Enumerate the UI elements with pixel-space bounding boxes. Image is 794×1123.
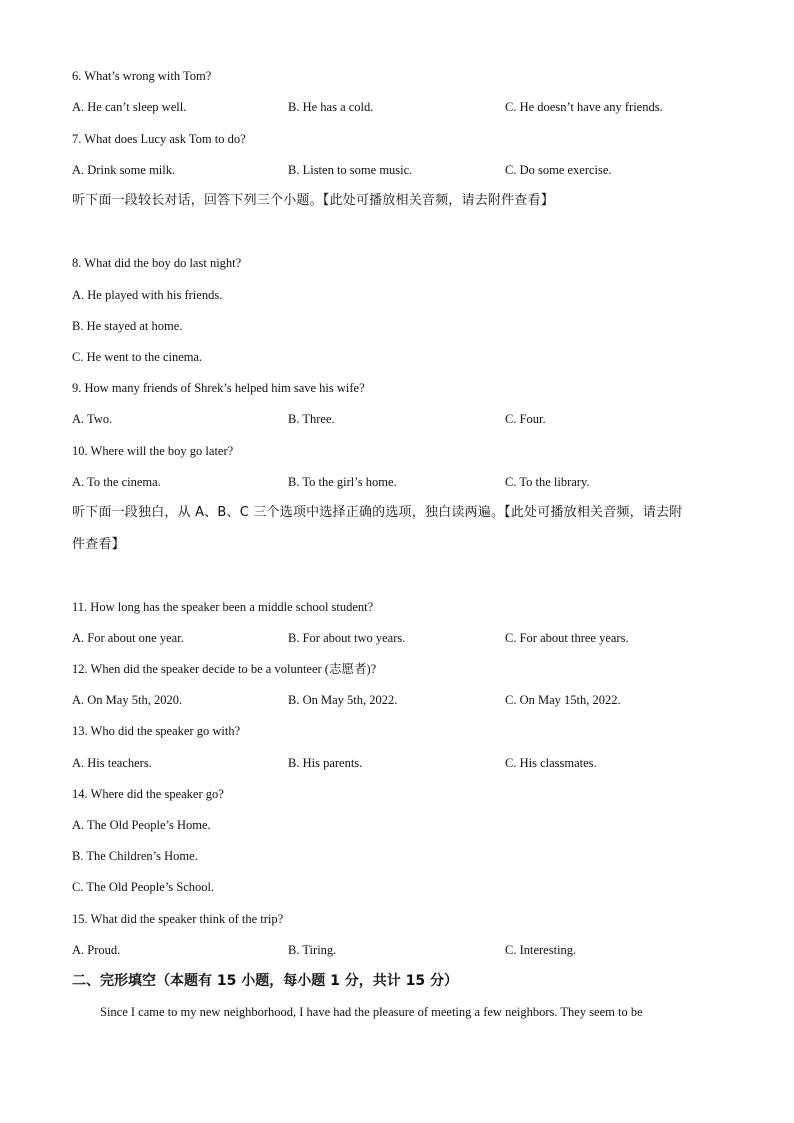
question-9: 9. How many friends of Shrek’s helped him save his wife? [72, 381, 365, 395]
option-10b: B. To the girl’s home. [288, 475, 397, 489]
option-6c: C. He doesn’t have any friends. [505, 100, 663, 114]
section-heading-cloze: 二、完形填空（本题有 15 小题，每小题 1 分，共计 15 分） [72, 973, 458, 989]
option-6a: A. He can’t sleep well. [72, 100, 187, 114]
option-10a: A. To the cinema. [72, 475, 161, 489]
option-13c: C. His classmates. [505, 756, 597, 770]
option-8a: A. He played with his friends. [72, 288, 223, 302]
option-6b: B. He has a cold. [288, 100, 374, 114]
option-14a: A. The Old People’s Home. [72, 818, 211, 832]
option-13b: B. His parents. [288, 756, 363, 770]
question-8: 8. What did the boy do last night? [72, 256, 242, 270]
option-9a: A. Two. [72, 412, 113, 426]
option-9c: C. Four. [505, 412, 546, 426]
option-14c: C. The Old People’s School. [72, 880, 215, 894]
option-13a: A. His teachers. [72, 756, 152, 770]
option-7a: A. Drink some milk. [72, 163, 176, 177]
option-12b: B. On May 5th, 2022. [288, 693, 398, 707]
passage-text: Since I came to my new neighborhood, I have had the pleasure of meeting a few neighbors. They seem to be [100, 1005, 643, 1019]
option-12c: C. On May 15th, 2022. [505, 693, 621, 707]
instruction-monologue-cont: 件查看】 [72, 537, 125, 552]
option-8b: B. He stayed at home. [72, 319, 183, 333]
question-6: 6. What’s wrong with Tom? [72, 69, 212, 83]
option-11a: A. For about one year. [72, 631, 184, 645]
option-10c: C. To the library. [505, 475, 590, 489]
question-7: 7. What does Lucy ask Tom to do? [72, 132, 246, 146]
option-14b: B. The Children’s Home. [72, 849, 198, 863]
option-15b: B. Tiring. [288, 943, 337, 957]
option-15a: A. Proud. [72, 943, 121, 957]
option-9b: B. Three. [288, 412, 335, 426]
question-13: 13. Who did the speaker go with? [72, 724, 241, 738]
instruction-monologue: 听下面一段独白，从 A、B、C 三个选项中选择正确的选项，独白读两遍。【此处可播放相关音频，请去附 [72, 505, 683, 520]
instruction-dialogue: 听下面一段较长对话，回答下列三个小题。【此处可播放相关音频，请去附件查看】 [72, 193, 554, 208]
option-7b: B. Listen to some music. [288, 163, 413, 177]
option-11c: C. For about three years. [505, 631, 629, 645]
option-11b: B. For about two years. [288, 631, 406, 645]
option-7c: C. Do some exercise. [505, 163, 612, 177]
question-12: 12. When did the speaker decide to be a volunteer (志愿者)? [72, 662, 377, 676]
question-14: 14. Where did the speaker go? [72, 787, 224, 801]
question-10: 10. Where will the boy go later? [72, 444, 234, 458]
question-11: 11. How long has the speaker been a middle school student? [72, 600, 374, 614]
option-8c: C. He went to the cinema. [72, 350, 203, 364]
question-15: 15. What did the speaker think of the trip? [72, 912, 284, 926]
option-15c: C. Interesting. [505, 943, 577, 957]
option-12a: A. On May 5th, 2020. [72, 693, 183, 707]
